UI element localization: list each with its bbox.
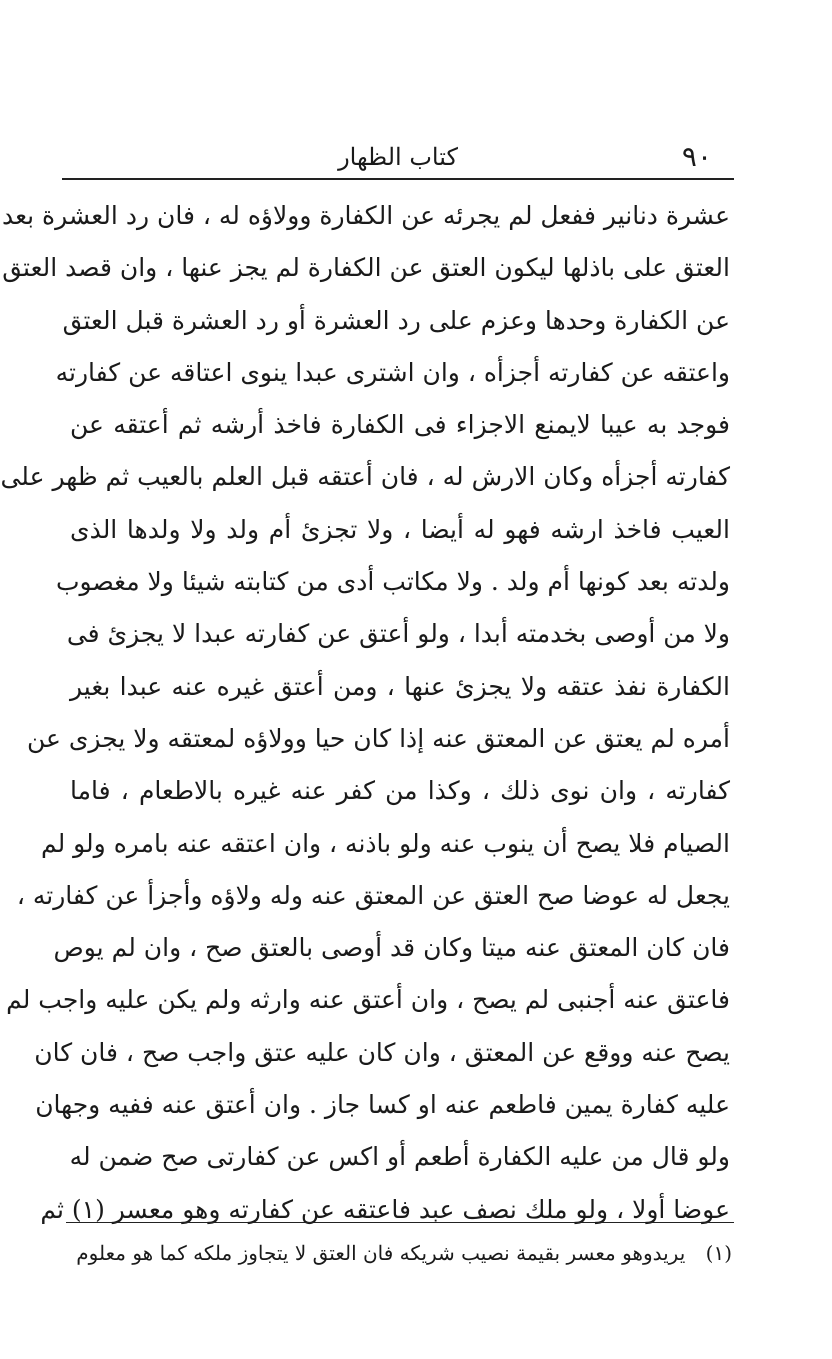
page-number: ٩٠ [681, 140, 712, 173]
text-line: ولا من أوصى بخدمته أبدا ، ولو أعتق عن كفارته عبدا لا يجزئ فى [66, 619, 730, 649]
text-line: عن الكفارة وحدها وعزم على رد العشرة أو رد العشرة قبل العتق [62, 305, 730, 335]
text-line: العيب فاخذ ارشه فهو له أيضا ، ولا تجزئ أم ولد ولا ولدها الذى [70, 514, 730, 544]
text-line: أمره لم يعتق عن المعتق عنه إذا كان حيا وولاؤه لمعتقه ولا يجزى عن [26, 723, 730, 753]
text-line: ولدته بعد كونها أم ولد . ولا مكاتب أدى من كتابته شيئا ولا مغصوب [56, 567, 730, 597]
running-title: كتاب الظهار [338, 143, 458, 171]
text-line: واعتقه عن كفارته أجزأه ، وان اشترى عبدا ينوى اعتاقه عن كفارته [55, 357, 730, 387]
text-line: عليه كفارة يمين فاطعم عنه او كسا جاز . وان أعتق عنه ففيه وجهان [35, 1090, 730, 1120]
text-line: الصيام فلا يصح أن ينوب عنه ولو باذنه ، وان اعتقه عنه بامره ولو لم [40, 828, 730, 858]
main-text [0, 190, 730, 1236]
footnote-marker: (١) [705, 1241, 732, 1265]
text-line: كفارته ، وان نوى ذلك ، وكذا من كفر عنه غيره بالاطعام ، فاما [70, 776, 730, 806]
text-line: فان كان المعتق عنه ميتا وكان قد أوصى بالعتق صح ، وان لم يوص [53, 933, 730, 963]
text-line: ولو قال من عليه الكفارة أطعم أو اكس عن كفارتى صح ضمن له [69, 1142, 730, 1172]
text-line: كفارته أجزأه وكان الارش له ، فان أعتقه قبل العلم بالعيب ثم ظهر على [0, 462, 730, 492]
text-line: يصح عنه ووقع عن المعتق ، وان كان عليه عتق واجب صح ، فان كان [34, 1037, 730, 1067]
footnote-text: يريدوهو معسر بقيمة نصيب شريكه فان العتق لا يتجاوز ملكه كما هو معلوم [76, 1241, 686, 1265]
text-line: يجعل له عوضا صح العتق عن المعتق عنه وله ولاؤه وأجزأ عن كفارته ، [16, 880, 730, 910]
page-header [62, 138, 734, 176]
text-line: الكفارة نفذ عتقه ولا يجزئ عنها ، ومن أعتق غيره عنه عبدا بغير [70, 671, 730, 701]
text-line: العتق على باذلها ليكون العتق عن الكفارة لم يجز عنها ، وان قصد العتق [2, 253, 730, 283]
text-line: فوجد به عيبا لايمنع الاجزاء فى الكفارة فاخذ أرشه ثم أعتقه عن [70, 410, 730, 440]
footnote-rule [66, 1222, 734, 1223]
header-rule [62, 178, 734, 180]
text-line: عشرة دنانير ففعل لم يجرئه عن الكفارة وولاؤه له ، فان رد العشرة بعد [1, 201, 730, 230]
text-line: عوضا أولا ، ولو ملك نصف عبد فاعتقه عن كفارته وهو معسر (١) ثم [40, 1194, 730, 1224]
footnote [76, 1236, 732, 1270]
text-line: فاعتق عنه أجنبى لم يصح ، وان أعتق عنه وارثه ولم يكن عليه واجب لم [6, 985, 730, 1015]
